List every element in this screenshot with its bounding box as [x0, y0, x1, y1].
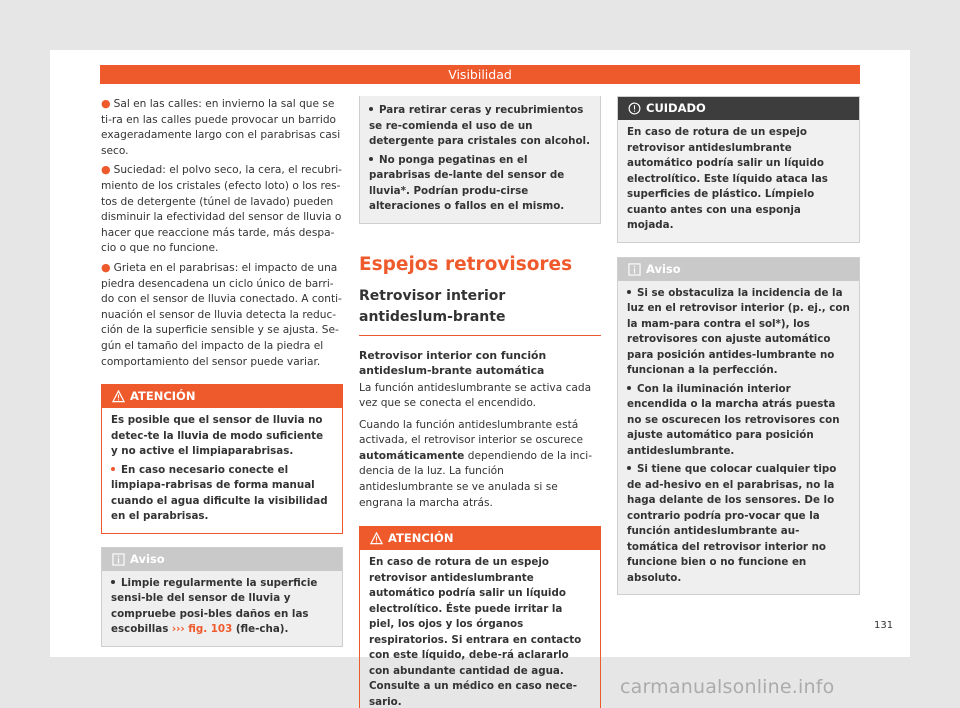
warning-box — [101, 384, 343, 534]
column-3 — [617, 96, 860, 595]
paragraph: ● Sal en las calles: en invierno la sal que se ti-ra en las calles puede provocar un barrido exageradamente largo con el parabrisas casi seco. — [101, 97, 341, 157]
note-body — [102, 571, 342, 646]
list-item: Limpie regularmente la superficie sensi-ble del sensor de lluvia y compruebe posi-bles daños en las escobillas ››› fig. 103 (fle-cha). — [111, 576, 318, 636]
warning-intro: Es posible que el sensor de lluvia no detec-te la lluvia de modo suficiente y no active el limpiaparabrisas. — [111, 414, 324, 458]
info-icon — [112, 553, 125, 566]
caution-body: En caso de rotura de un espejo retrovisor antideslumbrante automático podría salir un líquido electrolítico. Este líquido ataca las superficies de plástico. Límpielo cuanto antes con una esponja mojada. — [618, 120, 859, 242]
warning-triangle-icon — [370, 532, 383, 545]
note-body — [360, 96, 600, 223]
note-box — [617, 257, 860, 596]
list-item: No ponga pegatinas en el parabrisas de-lante del sensor de lluvia*. Podrían produ-cirse alteraciones o fallos en el mismo. — [369, 153, 565, 212]
note-box-continued — [359, 96, 601, 224]
bullet-icon — [369, 107, 373, 111]
note-body — [618, 281, 859, 595]
section-title: Espejos retrovisores — [359, 253, 573, 275]
bullet-icon: ● — [101, 97, 111, 110]
list-item: Si tiene que colocar cualquier tipo de ad-hesivo en el parabrisas, no la haga delante de los sensores. De lo contrario podría pro-vocar que la función antideslumbrante au-tomática del retrovisor interior no funcione bien o no funcione en absoluto. — [627, 463, 837, 584]
bullet-icon — [369, 157, 373, 161]
list-item: Con la iluminación interior encendida o la marcha atrás puesta no se oscurecen los retrovisores con ajuste automático para posición antideslumbrante. — [627, 382, 840, 457]
caution-box — [617, 96, 860, 243]
warning-body — [102, 408, 342, 533]
watermark: carmanualsonline.info — [620, 676, 835, 698]
caution-header: CUIDADO — [618, 97, 859, 120]
warning-body: En caso de rotura de un espejo retrovisor antideslumbrante automático podría salir un líquido electrolítico. Éste puede irritar la piel, los ojos y los órganos respiratorios. Si entrara en contacto con este líquido, debe-rá aclararlo con abundante cantidad de agua. Consulte a un médico en caso nece-sario. — [369, 556, 582, 708]
subsection-title: Retrovisor interior antideslum-brante — [359, 286, 601, 336]
bullet-icon: ● — [101, 163, 111, 177]
note-header: Aviso — [102, 548, 342, 571]
paragraph: La función antideslumbrante se activa cada vez que se conecta el encendido. — [359, 381, 592, 410]
page-number: 131 — [874, 620, 894, 631]
warning-header: ATENCIÓN — [360, 527, 600, 550]
list-item: Para retirar ceras y recubrimientos se re-comienda el uso de un detergente para cristales con alcohol. — [369, 104, 590, 147]
column-2 — [359, 96, 601, 708]
paragraph: ● Suciedad: el polvo seco, la cera, el recubri-miento de los cristales (efecto loto) o los res-tos de detergente (túnel de lavado) pueden disminuir la efectividad del sensor de lluvia o hacer que reaccione más tarde, más despa-cio o que no funcione. — [101, 163, 342, 255]
paragraph: Cuando la función antideslumbrante está activada, el retrovisor interior se oscurece automáticamente dependiendo de la inci-dencia de la luz. La función antideslumbrante se ve anulada si se engrana la marcha atrás. — [359, 418, 593, 509]
paragraph: ● Grieta en el parabrisas: el impacto de una piedra desencadena un ciclo único de barri-do con el sensor de lluvia conectado. A conti-nuación el sensor de lluvia detecta la reduc-ción de la superficie sensible y se ajusta. Se-gún el tamaño del impacto de la piedra el comportamiento del sensor puede variar. — [101, 260, 342, 368]
info-icon — [628, 263, 641, 276]
warning-header: ATENCIÓN — [102, 385, 342, 408]
bullet-icon: ● — [101, 260, 111, 274]
column-1 — [101, 96, 343, 647]
bullet-icon — [111, 467, 115, 471]
bullet-icon — [627, 466, 631, 470]
list-item: En caso necesario conecte el limpiapa-rabrisas de forma manual cuando el agua dificulte la visibilidad en el parabrisas. — [111, 463, 328, 523]
note-box — [101, 547, 343, 647]
header-title: Visibilidad — [448, 67, 512, 82]
list-item: Si se obstaculiza la incidencia de la luz en el retrovisor interior (p. ej., con la mam-para contra el sol*), los retrovisores con ajuste automático para posición antides-lumbrante no funcionan a la perfección. — [627, 286, 850, 376]
subsubsection-title: Retrovisor interior con función antideslum-brante automática — [359, 348, 547, 377]
bullet-icon — [627, 290, 631, 294]
figure-link[interactable]: ››› fig. 103 — [171, 623, 233, 636]
warning-triangle-icon — [112, 390, 125, 403]
note-header: Aviso — [618, 258, 859, 281]
page-header — [100, 65, 860, 84]
exclamation-circle-icon — [628, 102, 641, 115]
bullet-icon — [627, 386, 631, 390]
bullet-icon — [111, 580, 115, 584]
warning-box — [359, 526, 601, 708]
